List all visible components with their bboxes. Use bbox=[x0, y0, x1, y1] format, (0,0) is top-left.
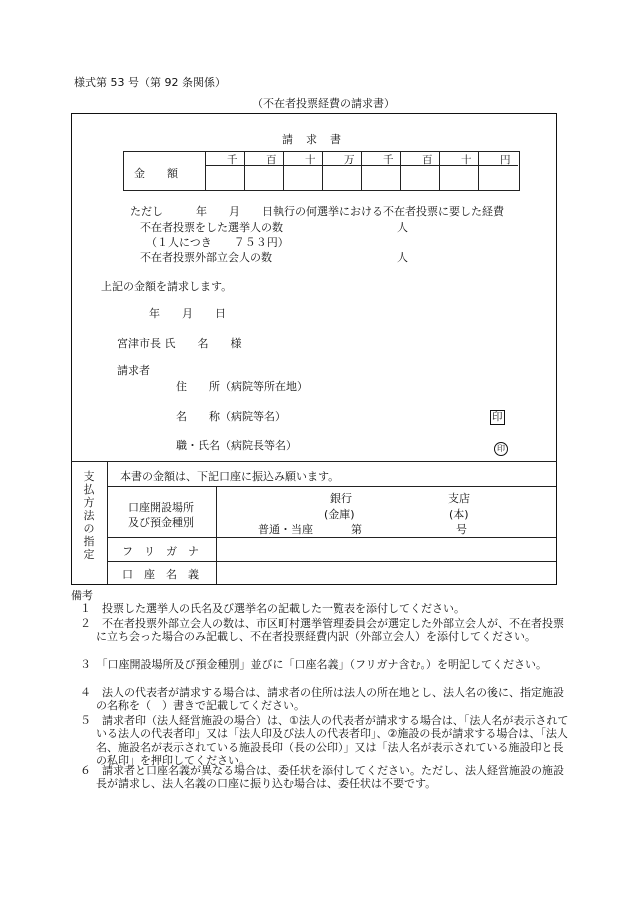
voter-count-label: 不在者投票をした選挙人の数 bbox=[140, 221, 283, 234]
remark-item: ５ 請求者印（法人経営施設の場合）は、①法人の代表者が請求する場合は、「法人名が表示されている法人の代表者印」又は「法人印及び法人の代表者印」、②施設の長が請求する場合は、「法人名、施設名が表示されている施設長印（長の公印）」又は「法人名が表示されている施設印と長の私印」を押印してください。 bbox=[80, 714, 569, 768]
digit-label: 十 bbox=[305, 154, 316, 166]
remark-item: ３ 「口座開設場所及び預金種別」並びに「口座名義」（フリガナ含む。）を明記してください。 bbox=[80, 658, 547, 671]
furigana-label: フ リ ガ ナ bbox=[122, 545, 199, 558]
date-line: 年 月 日 bbox=[149, 307, 226, 320]
seal-circle-icon bbox=[494, 436, 508, 456]
section-divider bbox=[71, 461, 557, 462]
account-type: 普通・当座 bbox=[258, 523, 313, 536]
bank-label-line2: 及び預金種別 bbox=[128, 516, 194, 529]
digit-label: 万 bbox=[344, 154, 355, 166]
bank-alt: (金庫) bbox=[324, 508, 355, 521]
remark-item: ６ 請求者と口座名義が異なる場合は、委任状を添付してください。ただし、法人経営施設の施設長が請求し、法人名義の口座に振り込む場合は、委任状は不要です。 bbox=[80, 764, 564, 791]
digit-label: 千 bbox=[227, 154, 238, 166]
digit-label: 百 bbox=[422, 154, 433, 166]
amount-label: 金 額 bbox=[134, 167, 178, 180]
facility-name-label: 名 称（病院等名） bbox=[176, 410, 286, 423]
branch-word: 支店 bbox=[448, 492, 470, 505]
request-text: 上記の金額を請求します。 bbox=[101, 280, 233, 293]
remark-item: ２ 不在者投票外部立会人の数は、市区町村選挙管理委員会が選定した外部立会人が、不在者投票に立ち会った場合のみ記載し、不在者投票経費内訳（外部立会人）を添付してください。 bbox=[80, 617, 564, 644]
bank-label-line1: 口座開設場所 bbox=[128, 501, 194, 514]
voter-count-unit: 人 bbox=[397, 221, 408, 234]
requester-label: 請求者 bbox=[117, 364, 150, 377]
bank-word: 銀行 bbox=[330, 492, 352, 505]
seal-mark: 印 bbox=[492, 411, 503, 423]
digit-label: 円 bbox=[500, 154, 511, 166]
branch-alt: (本) bbox=[449, 508, 469, 521]
addressee: 宮津市長 氏 名 様 bbox=[117, 337, 242, 350]
form-title: （不在者投票経費の請求書） bbox=[252, 97, 395, 110]
digit-label: 千 bbox=[383, 154, 394, 166]
seal-mark: 印 bbox=[494, 442, 508, 456]
seal-square-icon bbox=[490, 405, 505, 425]
remark-item: １ 投票した選挙人の氏名及び選挙名の記載した一覧表を添付してください。 bbox=[80, 602, 465, 615]
representative-label: 職・氏名（病院長等名） bbox=[176, 439, 297, 452]
unit-price: （１人につき ７５３円） bbox=[146, 236, 289, 249]
account-no-prefix: 第 bbox=[351, 523, 362, 536]
witness-count-label: 不在者投票外部立会人の数 bbox=[140, 251, 272, 264]
witness-count-unit: 人 bbox=[397, 251, 408, 264]
remarks-heading: 備考 bbox=[71, 589, 93, 602]
account-holder-label: 口 座 名 義 bbox=[122, 568, 199, 581]
payment-instruction: 本書の金額は、下記口座に振込み願います。 bbox=[120, 470, 340, 483]
form-number: 様式第 53 号（第 92 条関係） bbox=[74, 76, 226, 89]
digit-label: 十 bbox=[461, 154, 472, 166]
address-label: 住 所（病院等所在地） bbox=[176, 380, 308, 393]
purpose-line: ただし 年 月 日執行の何選挙における不在者投票に要した経費 bbox=[130, 205, 504, 218]
account-no-suffix: 号 bbox=[456, 523, 467, 536]
remark-item: ４ 法人の代表者が請求する場合は、請求者の住所は法人の所在地とし、法人名の後に、指定施設の名称を（ ）書きで記載してください。 bbox=[80, 686, 564, 713]
invoice-title: 請 求 書 bbox=[282, 133, 342, 146]
payment-side-label: 支払方法の指定 bbox=[83, 470, 95, 561]
digit-label: 百 bbox=[266, 154, 277, 166]
